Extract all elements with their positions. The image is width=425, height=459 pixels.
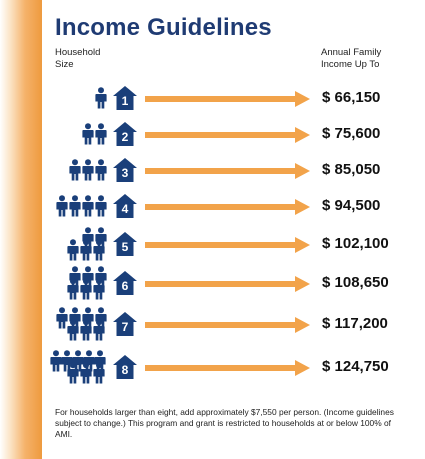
arrow-icon [145,236,311,254]
header-left-line-1: Household [55,47,101,58]
arrow-icon [145,162,311,180]
household-size-number: 2 [121,130,129,144]
person-icon [67,239,79,261]
header-right-line-1: Annual Family [321,47,382,58]
house-icon [112,157,138,183]
person-icon [95,195,107,217]
arrow-icon [145,316,311,334]
person-icon [80,278,92,300]
person-icon [69,159,81,181]
house-icon [112,311,138,337]
household-row-6 [0,264,425,304]
household-row-8 [0,348,425,388]
household-row-7 [0,305,425,345]
person-icon [95,159,107,181]
household-row-3 [0,151,425,191]
arrow-icon [145,90,311,108]
person-icon [67,362,79,384]
person-icon [82,195,94,217]
income-amount: $ 124,750 [322,358,389,375]
household-row-4 [0,187,425,227]
income-amount: $ 85,050 [322,161,381,178]
header-left-line-2: Size [55,59,74,70]
income-amount: $ 102,100 [322,235,389,252]
page-title: Income Guidelines [55,14,272,41]
arrow-icon [145,126,311,144]
household-row-1 [0,79,425,119]
house-icon [112,193,138,219]
household-row-2 [0,115,425,155]
household-size-number: 4 [121,202,129,216]
person-icon [93,319,105,341]
household-size-number: 6 [121,279,129,293]
house-icon [112,354,138,380]
income-amount: $ 75,600 [322,125,381,142]
household-size-number: 8 [121,363,129,377]
household-size-number: 1 [121,94,129,108]
person-icon [93,362,105,384]
person-icon [82,159,94,181]
person-icon [80,239,92,261]
income-amount: $ 66,150 [322,89,381,106]
person-icon [56,195,68,217]
arrow-icon [145,359,311,377]
house-icon [112,85,138,111]
house-icon [112,121,138,147]
household-size-number: 7 [121,320,129,334]
person-icon [95,87,107,109]
house-icon [112,270,138,296]
income-amount: $ 117,200 [322,315,388,332]
person-icon [93,278,105,300]
house-icon [112,231,138,257]
income-amount: $ 94,500 [322,197,381,214]
header-right-line-2: Income Up To [321,59,380,70]
person-icon [80,319,92,341]
person-icon [67,319,79,341]
income-amount: $ 108,650 [322,274,389,291]
arrow-icon [145,275,311,293]
household-row-5 [0,225,425,265]
person-icon [95,123,107,145]
person-icon [80,362,92,384]
household-size-number: 3 [121,166,129,180]
person-icon [69,195,81,217]
footnote: For households larger than eight, add approximately $7,550 per person. (Income guidelines subject to change.) This program and grant is restricted to households at or below 100% of AMI. [55,407,394,439]
household-size-number: 5 [121,240,129,254]
person-icon [82,123,94,145]
person-icon [67,278,79,300]
arrow-icon [145,198,311,216]
person-icon [93,239,105,261]
